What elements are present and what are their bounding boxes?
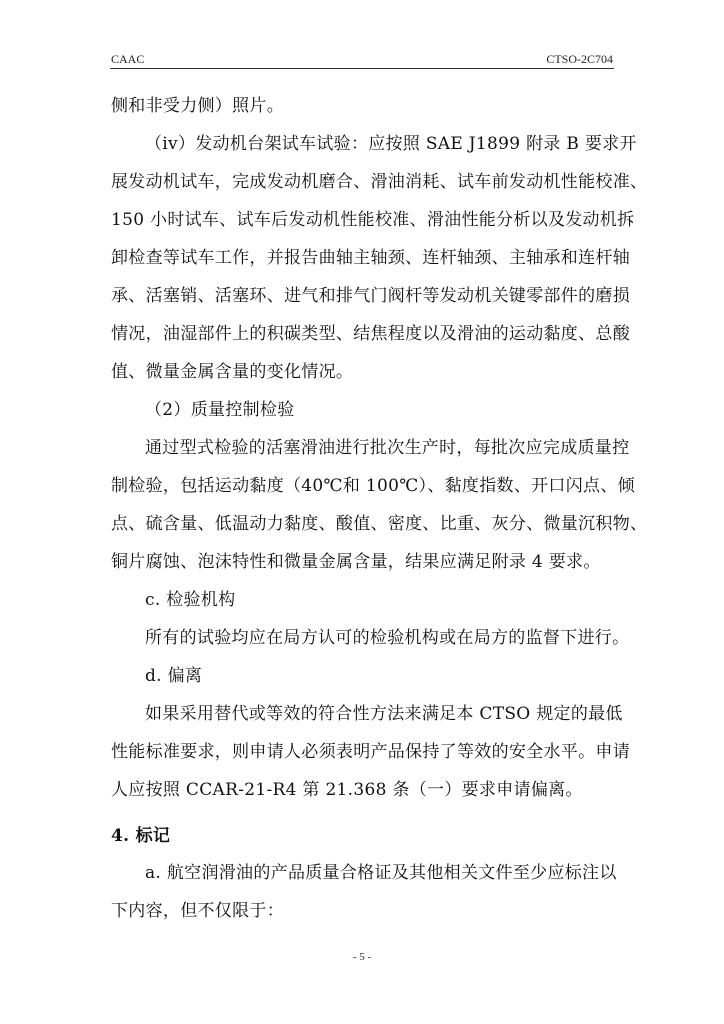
body-line: a. 航空润滑油的产品质量合格证及其他相关文件至少应标注以: [145, 863, 617, 883]
body-line: 展发动机试车，完成发动机磨合、滑油消耗、试车前发动机性能校准、: [111, 172, 648, 192]
body-line: 性能标准要求，则申请人必须表明产品保持了等效的安全水平。申请: [111, 742, 630, 762]
body-line: 如果采用替代或等效的符合性方法来满足本 CTSO 规定的最低: [145, 704, 623, 724]
body-line: 通过型式检验的活塞滑油进行批次生产时，每批次应完成质量控: [145, 438, 630, 458]
body-line: 点、硫含量、低温动力黏度、酸值、密度、比重、灰分、微量沉积物、: [111, 514, 648, 534]
body-line: 值、微量金属含量的变化情况。: [111, 362, 354, 382]
body-line: 承、活塞销、活塞环、进气和排气门阀杆等发动机关键零部件的磨损: [111, 286, 630, 306]
body-line: 卸检查等试车工作，并报告曲轴主轴颈、连杆轴颈、主轴承和连杆轴: [111, 248, 630, 268]
section-heading: c. 检验机构: [145, 590, 236, 610]
body-line: 人应按照 CCAR-21-R4 第 21.368 条（一）要求申请偏离。: [111, 780, 583, 800]
section-heading: （2）质量控制检验: [145, 400, 295, 420]
body-line: 铜片腐蚀、泡沫特性和微量金属含量，结果应满足附录 4 要求。: [111, 552, 601, 572]
section-heading-marking: 4. 标记: [111, 826, 171, 846]
header-document-number: CTSO-2C704: [546, 52, 613, 66]
body-line: 制检验，包括运动黏度（40℃和 100℃）、黏度指数、开口闪点、倾: [111, 476, 635, 496]
section-heading: d. 偏离: [145, 666, 203, 686]
body-line: 下内容，但不仅限于：: [111, 901, 284, 921]
body-line: （iv）发动机台架试车试验：应按照 SAE J1899 附录 B 要求开: [145, 134, 637, 154]
header-divider: [110, 68, 614, 69]
header-agency: CAAC: [111, 52, 145, 66]
body-line: 150 小时试车、试车后发动机性能校准、滑油性能分析以及发动机拆: [111, 210, 635, 230]
body-line: 侧和非受力侧）照片。: [111, 96, 284, 116]
body-line: 情况，油湿部件上的积碳类型、结焦程度以及滑油的运动黏度、总酸: [111, 324, 630, 344]
page-number: - 5 -: [352, 951, 372, 963]
body-line: 所有的试验均应在局方认可的检验机构或在局方的监督下进行。: [145, 628, 630, 648]
